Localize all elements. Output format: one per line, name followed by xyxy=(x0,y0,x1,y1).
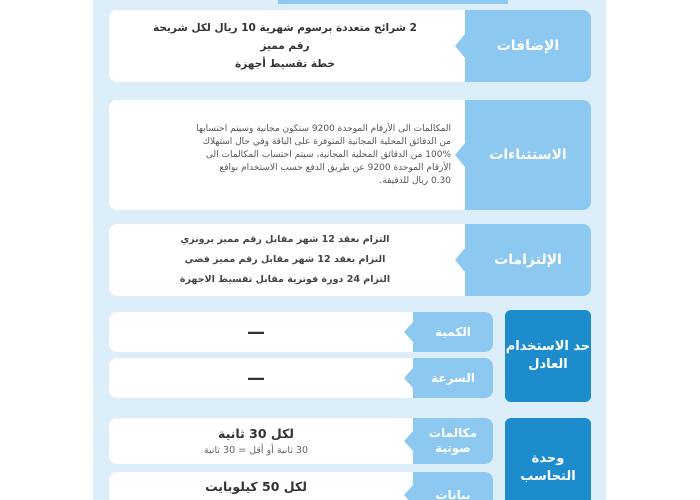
voice-calls-row xyxy=(109,418,493,464)
commitments-line: التزام بعقد 12 شهر مقابل رقم مميز برونزي xyxy=(180,234,390,245)
addons-line: رقم مميز xyxy=(260,40,310,52)
addons-line: خطة تقسيط أجهزة xyxy=(234,58,336,70)
commitments-content xyxy=(119,224,451,296)
addons-content xyxy=(119,10,451,82)
billing-unit-label: وحدة التحاسب xyxy=(505,418,591,500)
exceptions-line: من الدقائق المحلية المجانية المتوفرة على الباقة وفي حال استهلاك xyxy=(202,136,451,147)
addons-line: 2 شرائح متعددة برسوم شهرية 10 ريال لكل شريحة xyxy=(153,22,417,34)
quantity-value: — xyxy=(247,321,265,343)
speed-label: السرعة xyxy=(413,358,493,398)
commitments-line: التزام بعقد 12 شهر مقابل رقم مميز فضي xyxy=(184,254,386,265)
voice-calls-content xyxy=(109,418,403,464)
exceptions-line: 0.30 ريال للدقيقة. xyxy=(379,175,451,186)
fair-usage-quantity-row xyxy=(109,312,493,352)
quantity-label: الكمية xyxy=(413,312,493,352)
fair-usage-speed-row xyxy=(109,358,493,398)
commitments-line: التزام 24 دورة فوترية مقابل تقسيط الاجهزة xyxy=(179,274,391,285)
commitments-label: الإلتزامات xyxy=(465,224,591,296)
exceptions-label: الاستثناءات xyxy=(465,100,591,210)
data-content xyxy=(109,472,403,500)
fair-usage-group xyxy=(109,310,591,402)
voice-calls-unit: لكل 30 ثانية xyxy=(218,425,295,441)
data-label: بيانات xyxy=(413,472,493,500)
addons-label: الإضافات xyxy=(465,10,591,82)
exceptions-line: 100% من الدقائق المحلية المجانية، سيتم احتساب المكالمات الى xyxy=(205,149,451,160)
exceptions-line: الأرقام الموحدة 9200 عن طريق الدفع حسب الاستخدام بواقع xyxy=(219,162,451,173)
exceptions-line: المكالمات الى الأرقام الموحدة 9200 ستكون مجانية وسيتم احتسابها xyxy=(196,123,451,134)
data-row xyxy=(109,472,493,500)
commitments-card xyxy=(109,224,591,296)
plan-details-panel xyxy=(93,0,606,500)
data-unit: لكل 50 كيلوبايت xyxy=(205,479,307,494)
voice-calls-label: مكالمات صوتية xyxy=(413,418,493,464)
voice-calls-note: 30 ثانية أو أقل = 30 ثانية xyxy=(203,444,309,456)
exceptions-card xyxy=(109,100,591,210)
speed-value: — xyxy=(247,367,265,389)
exceptions-content xyxy=(119,100,451,210)
billing-unit-group xyxy=(109,418,591,500)
header-strip xyxy=(278,0,508,4)
addons-card xyxy=(109,10,591,82)
fair-usage-label: حد الاستخدام العادل xyxy=(505,310,591,402)
